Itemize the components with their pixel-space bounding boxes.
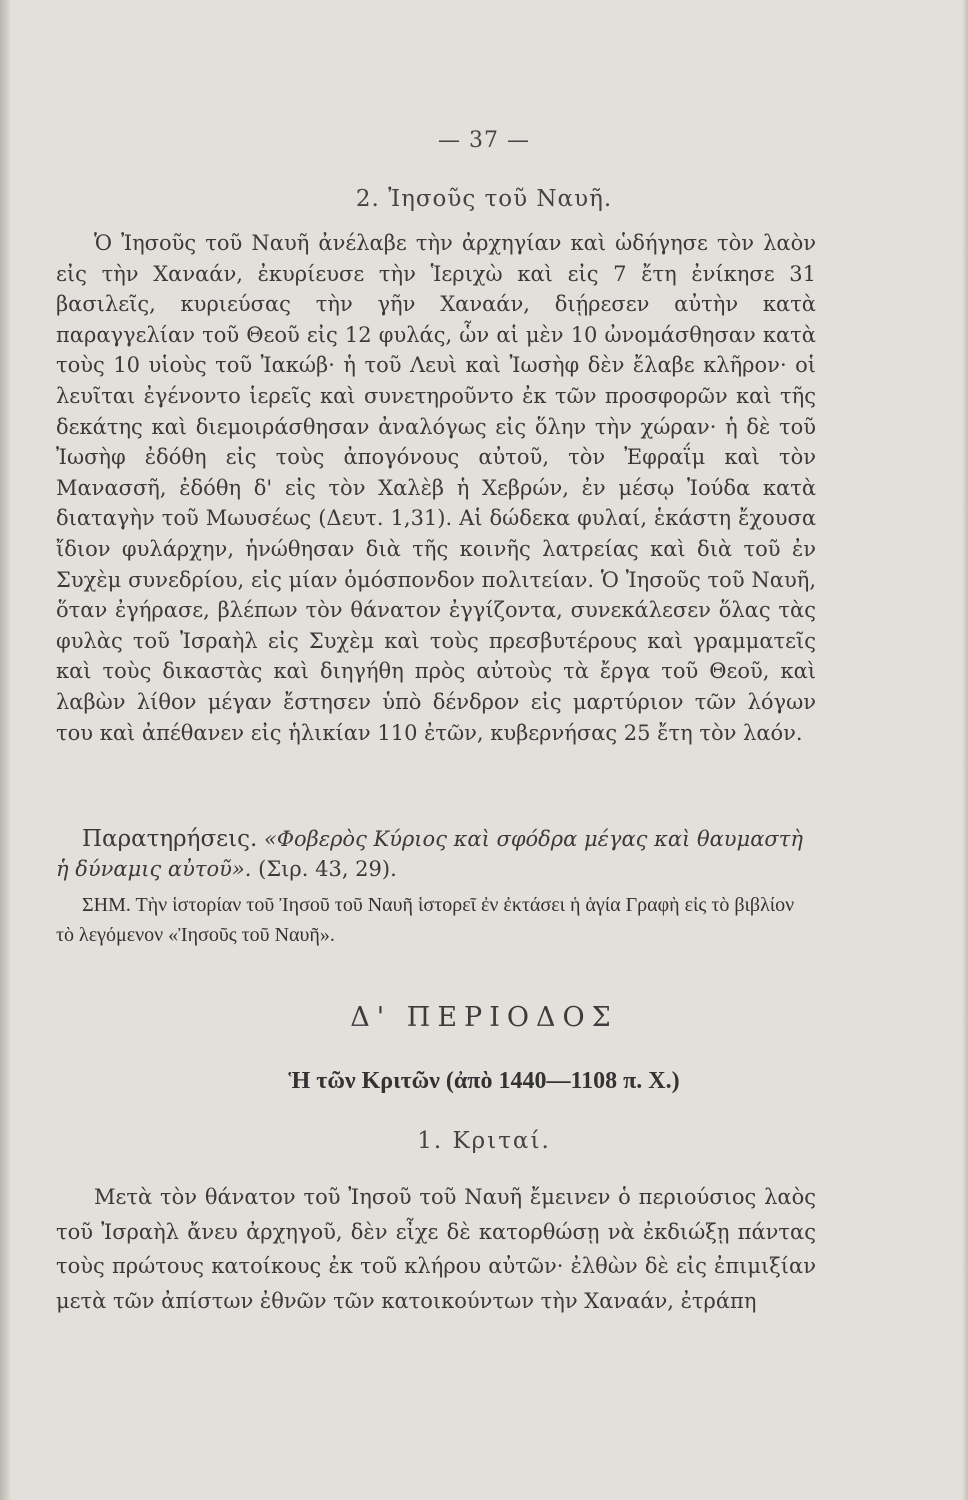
note-paragraph: ΣΗΜ. Τὴν ἱστορίαν τοῦ Ἰησοῦ τοῦ Ναυῆ ἱστορεῖ ἐν ἐκτάσει ἡ ἁγία Γραφὴ εἰς τὸ βιβλίον τὸ λεγόμενον «Ἰησοῦς τοῦ Ναυῆ».	[56, 894, 795, 946]
remarks-quote: «Φοβερὸς Κύριος καὶ σφόδρα μέγας καὶ θαυμαστὴ ἡ δύναμις αὐτοῦ».	[56, 827, 803, 881]
era-heading: Ἡ τῶν Κριτῶν (ἀπὸ 1440—1108 π. Χ.)	[288, 1068, 680, 1094]
section-body-paragraph: Ὁ Ἰησοῦς τοῦ Ναυῆ ἀνέλαβε τὴν ἀρχηγίαν καὶ ὡδήγησε τὸν λαὸν εἰς τὴν Χαναάν, ἐκυρίευσε τὴν Ἱεριχὼ καὶ εἰς 7 ἔτη ἐνίκησε 31 βασιλεῖς, κυριεύσας τὴν γῆν Χαναάν, διῄρεσεν αὐτὴν κατὰ παραγγελίαν τοῦ Θεοῦ εἰς 12 φυλάς, ὧν αἱ μὲν 10 ὠνομάσθησαν κατὰ τοὺς 10 υἱοὺς τοῦ Ἰακώβ· ἡ τοῦ Λευὶ καὶ Ἰωσὴφ δὲν ἔλαβε κλῆρον· οἱ λευῖται ἐγένοντο ἱερεῖς καὶ συνετηροῦντο ἐκ τῶν προσφορῶν καὶ τῆς δεκάτης καὶ διεμοιράσθησαν ἀναλόγως εἰς ὅλην τὴν χώραν· ἡ δὲ τοῦ Ἰωσὴφ ἐδόθη εἰς τοὺς ἀπογόνους αὐτοῦ, τὸν Ἐφραΐμ καὶ τὸν Μανασσῆ, ἐδόθη δ' εἰς τὸν Χαλὲβ ἡ Χεβρών, ἐν μέσῳ Ἰούδα κατὰ διαταγὴν τοῦ Μωυσέως (Δευτ. 1,31). Αἱ δώδεκα φυλαί, ἑκάστη ἔχουσα ἴδιον φυλάρχην, ἡνώθησαν διὰ τῆς κοινῆς λατρείας καὶ διὰ τοῦ ἐν Συχὲμ συνεδρίου, εἰς μίαν ὁμόσπονδον πολιτείαν. Ὁ Ἰησοῦς τοῦ Ναυῆ, ὅταν ἐγήρασε, βλέπων τὸν θάνατον ἐγγίζοντα, συνεκάλεσεν ὅλας τὰς φυλὰς τοῦ Ἰσραὴλ εἰς Συχὲμ καὶ τοὺς πρεσβυτέρους καὶ γραμματεῖς καὶ τοὺς δικαστὰς καὶ διηγήθη πρὸς αὐτοὺς τὰ ἔργα τοῦ Θεοῦ, καὶ λαβὼν λίθον μέγαν ἔστησεν ὑπὸ δένδρον εἰς μαρτύριον τῶν λόγων του καὶ ἀπέθανεν εἰς ἡλικίαν 110 ἐτῶν, κυβερνήσας 25 ἔτη τὸν λαόν.	[56, 231, 816, 745]
period-heading: Δ' ΠΕΡΙΟΔΟΣ	[350, 1002, 618, 1033]
remarks-paragraph	[56, 824, 816, 884]
remarks-reference: (Σιρ. 43, 29).	[258, 857, 397, 881]
page-number: — 37 —	[438, 128, 530, 153]
judges-body-paragraph: Μετὰ τὸν θάνατον τοῦ Ἰησοῦ τοῦ Ναυῆ ἔμεινεν ὁ περιούσιος λαὸς τοῦ Ἰσραὴλ ἄνευ ἀρχηγοῦ, δὲν εἶχε δὲ κατορθώσῃ νὰ ἐκδιώξῃ πάντας τοὺς πρώτους κατοίκους ἐκ τοῦ κλήρου αὐτῶν· ἐλθὼν δὲ εἰς ἐπιμιξίαν μετὰ τῶν ἀπίστων ἐθνῶν τῶν κατοικούντων τὴν Χαναάν, ἐτράπη	[56, 1185, 816, 1313]
section-heading: 2. Ἰησοῦς τοῦ Ναυῆ.	[355, 186, 613, 212]
subsection-heading: 1. Κριταί.	[417, 1128, 551, 1154]
remarks-label: Παρατηρήσεις.	[82, 826, 258, 852]
